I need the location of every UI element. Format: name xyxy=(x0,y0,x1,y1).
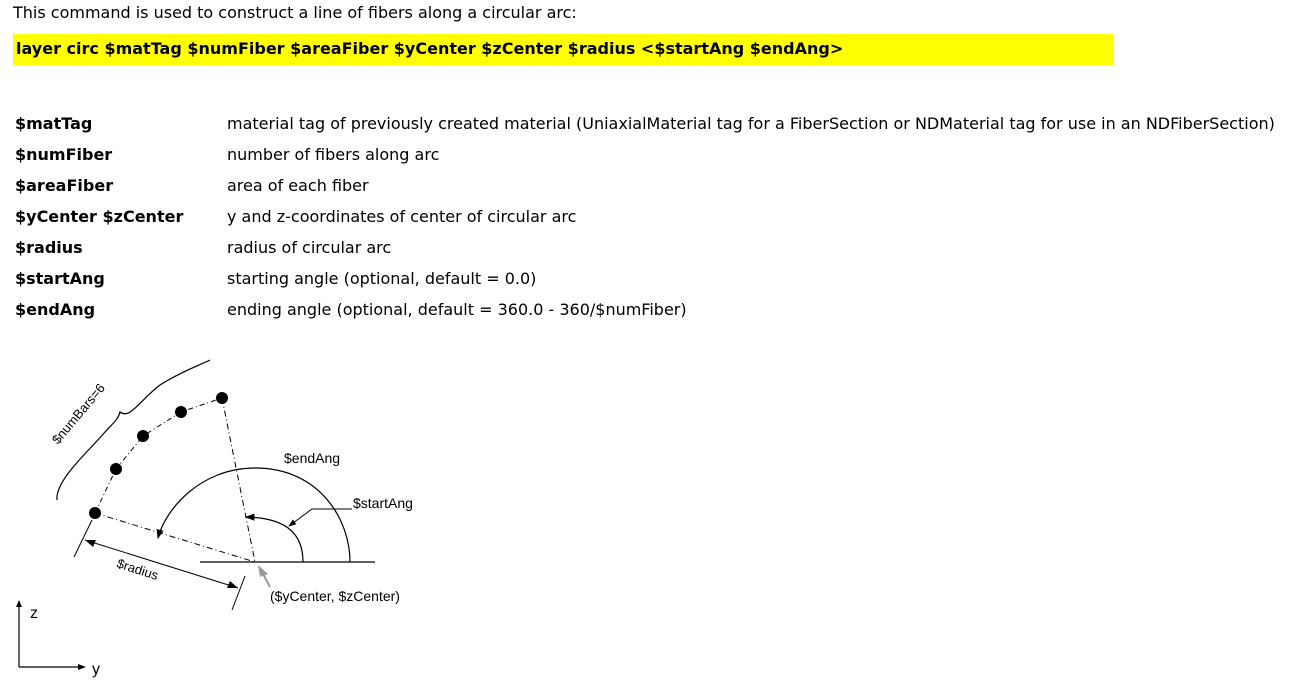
numbars-brace xyxy=(57,360,210,500)
fiber-dot xyxy=(110,463,122,475)
radius-dimension-line xyxy=(85,540,238,588)
startang-leader xyxy=(289,509,352,526)
command-syntax xyxy=(13,34,1113,65)
circular-layer-diagram xyxy=(0,350,460,680)
param-description: y and z-coordinates of center of circular arc xyxy=(227,207,577,226)
numbars-label: $numBars=6 xyxy=(48,380,108,447)
param-name: $startAng xyxy=(15,269,105,288)
fiber-dot xyxy=(137,430,149,442)
radius-extension-line xyxy=(74,520,92,557)
param-description: number of fibers along arc xyxy=(227,145,440,164)
radius-label: $radius xyxy=(115,555,161,584)
z-axis-label: z xyxy=(30,605,38,622)
command-syntax-text: layer circ $matTag $numFiber $areaFiber $yCenter $zCenter $radius <$startAng $endAng> xyxy=(16,39,844,58)
param-description: area of each fiber xyxy=(227,176,369,195)
param-name: $numFiber xyxy=(15,145,113,164)
intro-text: This command is used to construct a line of fibers along a circular arc: xyxy=(13,3,577,22)
endang-label: $endAng xyxy=(284,450,341,466)
radius-extension-line xyxy=(232,576,245,610)
y-axis-arrow xyxy=(78,664,86,670)
fiber-dot xyxy=(175,406,187,418)
startang-label: $startAng xyxy=(353,495,413,511)
center-pointer-arrow xyxy=(258,565,268,577)
param-name: $areaFiber xyxy=(15,176,114,195)
radius-arrow-head xyxy=(227,581,238,588)
param-description: material tag of previously created material (UniaxialMaterial tag for a FiberSection or NDMaterial tag for use in an NDFiberSection) xyxy=(227,114,1275,133)
param-name: $endAng xyxy=(15,300,96,319)
fiber-arc-line xyxy=(95,398,222,513)
param-name: $matTag xyxy=(15,114,93,133)
endang-arc xyxy=(158,468,350,562)
param-name: $yCenter $zCenter xyxy=(15,207,184,226)
radius-line-start xyxy=(222,398,255,562)
z-axis-arrow xyxy=(16,600,22,607)
center-label: ($yCenter, $zCenter) xyxy=(270,588,400,604)
param-description: starting angle (optional, default = 0.0) xyxy=(227,269,537,288)
startang-arc xyxy=(246,517,303,562)
y-axis-label: y xyxy=(92,661,100,678)
param-description: radius of circular arc xyxy=(227,238,392,257)
param-description: ending angle (optional, default = 360.0 - 360/$numFiber) xyxy=(227,300,687,319)
radius-arrow-head xyxy=(85,540,96,547)
param-name: $radius xyxy=(15,238,83,257)
